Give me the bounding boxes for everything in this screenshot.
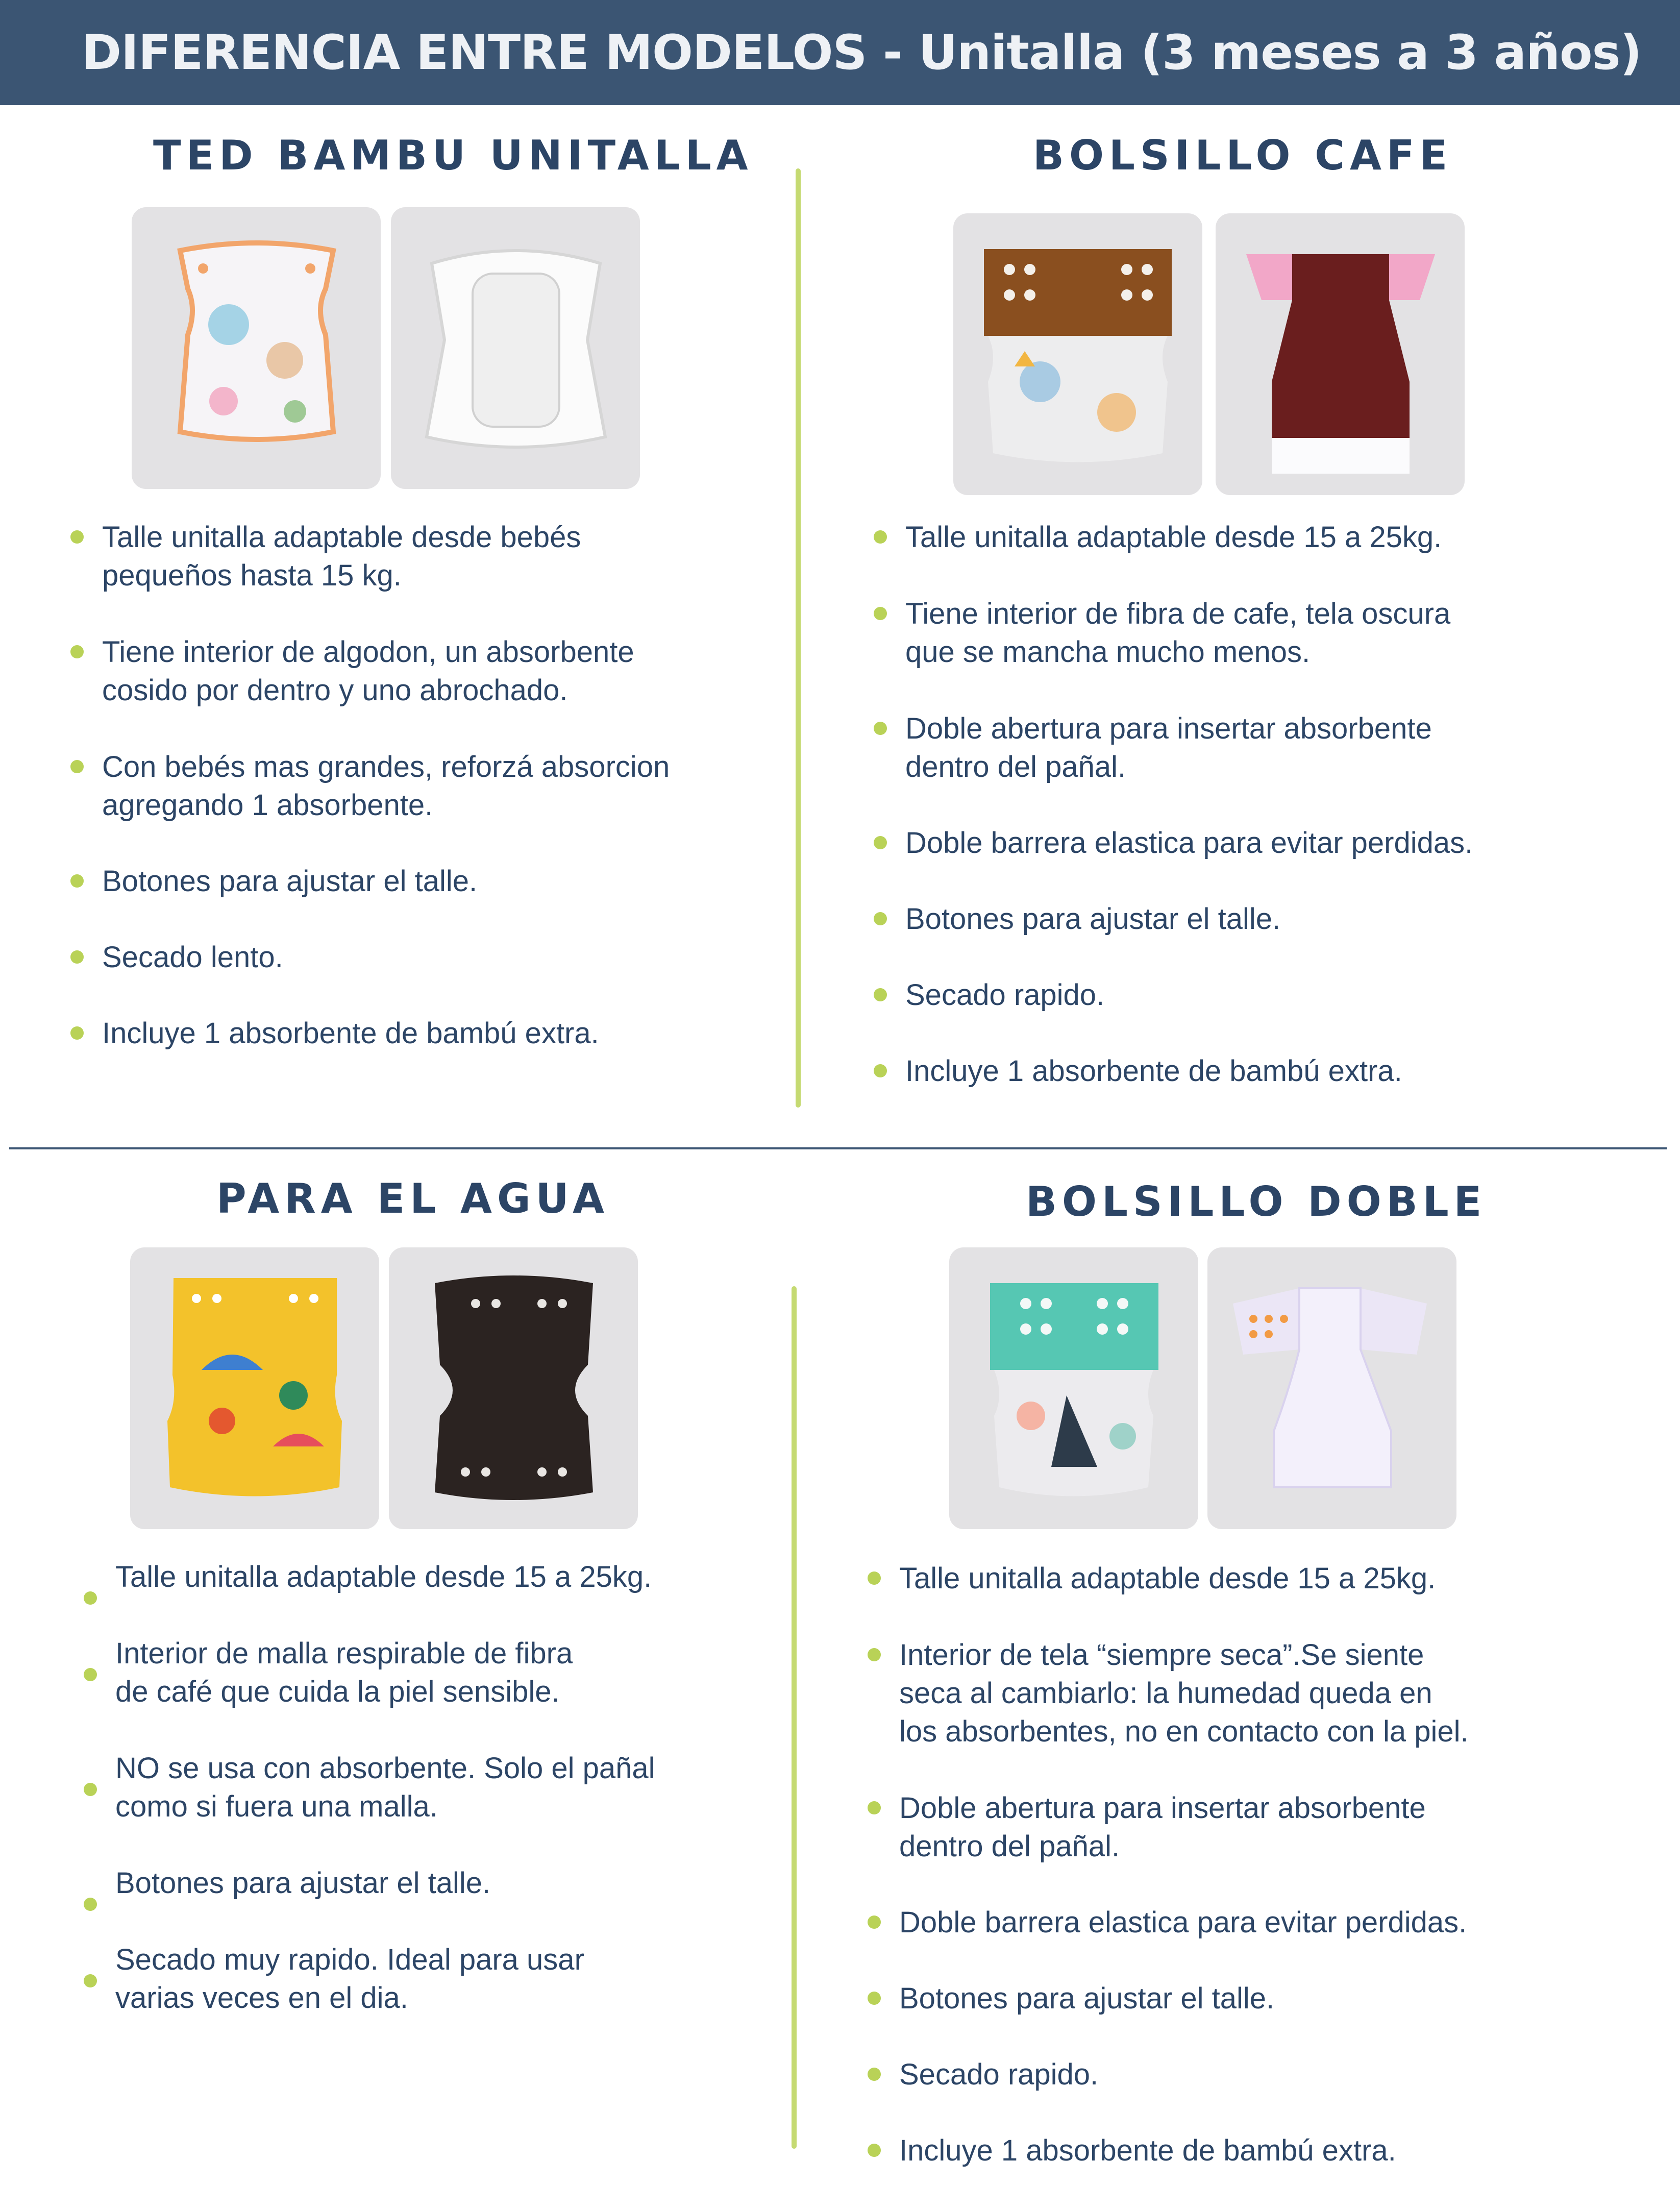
diaper-teal-front-icon xyxy=(949,1247,1198,1529)
list-item: Talle unitalla adaptable desde bebés pequeños hasta 15 kg. xyxy=(70,518,775,595)
diaper-brown-front-icon xyxy=(953,213,1202,495)
swim-diaper-yellow-icon xyxy=(130,1247,379,1529)
list-item: Botones para ajustar el talle. xyxy=(84,1864,788,1902)
vertical-divider-top xyxy=(796,168,801,1108)
photo-agua-inside xyxy=(389,1247,638,1529)
diaper-white-lavender-inside-icon xyxy=(1207,1247,1456,1529)
list-item: Tiene interior de fibra de cafe, tela oscura que se mancha mucho menos. xyxy=(874,595,1639,671)
list-item: Doble abertura para insertar absorbente dentro del pañal. xyxy=(868,1789,1633,1865)
section-list-bolsillo-doble xyxy=(868,1559,1633,2170)
photo-ted-front xyxy=(132,207,381,489)
vertical-divider-bottom xyxy=(792,1286,797,2149)
photo-doble-inside xyxy=(1207,1247,1456,1529)
list-item: Doble abertura para insertar absorbente dentro del pañal. xyxy=(874,709,1639,786)
list-item: Doble barrera elastica para evitar perdidas. xyxy=(868,1903,1633,1942)
list-item: Talle unitalla adaptable desde 15 a 25kg. xyxy=(84,1558,788,1596)
list-item: Secado muy rapido. Ideal para usar varias veces en el dia. xyxy=(84,1941,788,2017)
photo-ted-inside xyxy=(391,207,640,489)
list-item: Incluye 1 absorbente de bambú extra. xyxy=(70,1014,775,1052)
section-list-bolsillo-cafe xyxy=(874,518,1639,1090)
diaper-print-front-icon xyxy=(132,207,381,489)
list-item: Con bebés mas grandes, reforzá absorcion agregando 1 absorbente. xyxy=(70,748,775,824)
list-item: Incluye 1 absorbente de bambú extra. xyxy=(868,2131,1633,2170)
list-item: Talle unitalla adaptable desde 15 a 25kg. xyxy=(868,1559,1633,1598)
list-item: Secado rapido. xyxy=(874,976,1639,1014)
header-bar xyxy=(0,0,1680,105)
list-item: Talle unitalla adaptable desde 15 a 25kg. xyxy=(874,518,1639,556)
diaper-brown-inside-icon xyxy=(1216,213,1465,495)
list-item: Tiene interior de algodon, un absorbente cosido por dentro y uno abrochado. xyxy=(70,633,775,709)
photo-cafe-inside xyxy=(1216,213,1465,495)
photo-agua-front xyxy=(130,1247,379,1529)
diaper-white-inside-icon xyxy=(391,207,640,489)
photo-doble-front xyxy=(949,1247,1198,1529)
list-item: Interior de tela “siempre seca”.Se siente seca al cambiarlo: la humedad queda en los absorbentes, no en contacto con la piel. xyxy=(868,1636,1633,1751)
list-item: Interior de malla respirable de fibra de café que cuida la piel sensible. xyxy=(84,1634,788,1711)
section-title-bolsillo-doble: BOLSILLO DOBLE xyxy=(1026,1178,1487,1225)
list-item: Incluye 1 absorbente de bambú extra. xyxy=(874,1052,1639,1090)
section-title-ted-bambu: TED BAMBU UNITALLA xyxy=(153,132,753,179)
list-item: NO se usa con absorbente. Solo el pañal como si fuera una malla. xyxy=(84,1749,788,1826)
list-item: Doble barrera elastica para evitar perdidas. xyxy=(874,824,1639,862)
list-item: Botones para ajustar el talle. xyxy=(70,862,775,900)
horizontal-divider xyxy=(9,1147,1667,1149)
section-list-para-el-agua xyxy=(84,1558,788,2017)
list-item: Botones para ajustar el talle. xyxy=(874,900,1639,938)
list-item: Botones para ajustar el talle. xyxy=(868,1979,1633,2018)
photo-cafe-front xyxy=(953,213,1202,495)
swim-diaper-black-inside-icon xyxy=(389,1247,638,1529)
section-title-bolsillo-cafe: BOLSILLO CAFE xyxy=(1033,132,1453,179)
list-item: Secado lento. xyxy=(70,938,775,976)
section-list-ted-bambu xyxy=(70,518,775,1052)
section-title-para-el-agua: PARA EL AGUA xyxy=(216,1175,610,1222)
list-item: Secado rapido. xyxy=(868,2055,1633,2094)
page-title: DIFERENCIA ENTRE MODELOS - Unitalla (3 meses a 3 años) xyxy=(82,24,1642,81)
